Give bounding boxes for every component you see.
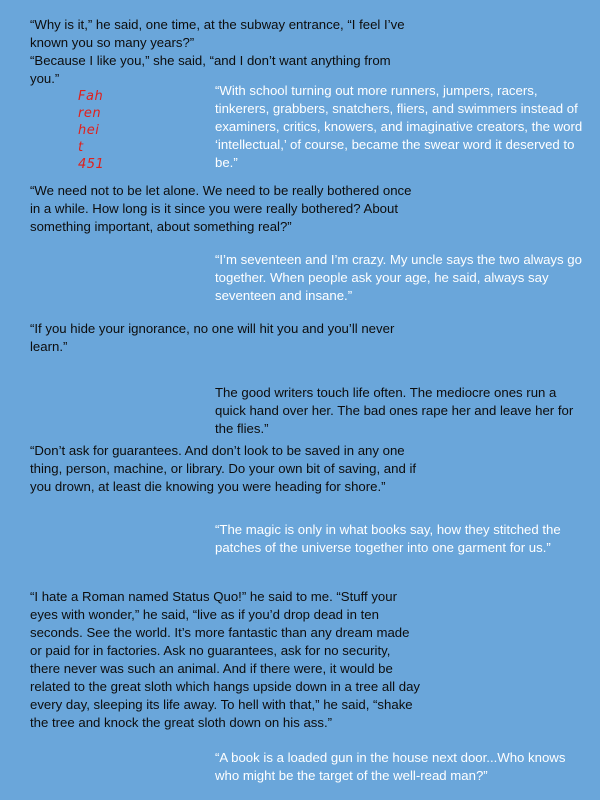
quote-seventeen: “I’m seventeen and I’m crazy. My uncle says the two always go together. When people ask your age, he said, always say seventeen and insane.” (215, 252, 582, 303)
quote-loaded-gun: “A book is a loaded gun in the house next door...Who knows who might be the target of the well-read man?” (215, 750, 566, 783)
logo-line: t (78, 140, 84, 155)
quote-guarantees: “Don’t ask for guarantees. And don’t look to be saved in any one thing, person, machine, or library. Do your own bit of saving, and if you drown, at least die knowing you were heading for shore.” (30, 443, 417, 494)
logo-line: Fah (78, 89, 104, 104)
logo-line: 451 (78, 157, 105, 172)
quote-good-writers: The good writers touch life often. The mediocre ones run a quick hand over her. The bad ones rape her and leave her for the flies.” (215, 385, 574, 436)
quote-bothered: “We need not to be let alone. We need to be really bothered once in a while. How long is it since you were really bothered? About something important, about something real?” (30, 183, 412, 234)
quote-magic: “The magic is only in what books say, how they stitched the patches of the universe together into one garment for us.” (215, 522, 561, 555)
quote-ignorance: “If you hide your ignorance, no one will hit you and you’ll never learn.” (30, 321, 395, 354)
logo-line: ren (78, 106, 102, 121)
quote-status-quo: “I hate a Roman named Status Quo!” he said to me. “Stuff your eyes with wonder,” he said, “live as if you’d drop dead in ten seconds. See the world. It’s more fantastic than any dream made or paid for in factories. Ask no guarantees, ask for no security, there never was such an animal. And if there were, it would be related to the great sloth which hangs upside down in a tree all day every day, sleeping its life away. To hell with that,” he said, “shake the tree and knock the great sloth down on his ass.” (30, 589, 421, 730)
quote-subway: “Why is it,” he said, one time, at the subway entrance, “I feel I’ve known you so many years?” (30, 17, 405, 50)
logo-line: hei (78, 123, 100, 138)
fahrenheit-451-logo (78, 88, 128, 173)
quote-because-i-like-you: “Because I like you,” she said, “and I don’t want anything from you.” (30, 53, 391, 86)
quote-intellectual: “With school turning out more runners, jumpers, racers, tinkerers, grabbers, snatchers, fliers, and swimmers instead of examiners, critics, knowers, and imaginative creators, the word ‘intellectual,’ of course, became the swear word it deserved to be.” (215, 83, 583, 170)
